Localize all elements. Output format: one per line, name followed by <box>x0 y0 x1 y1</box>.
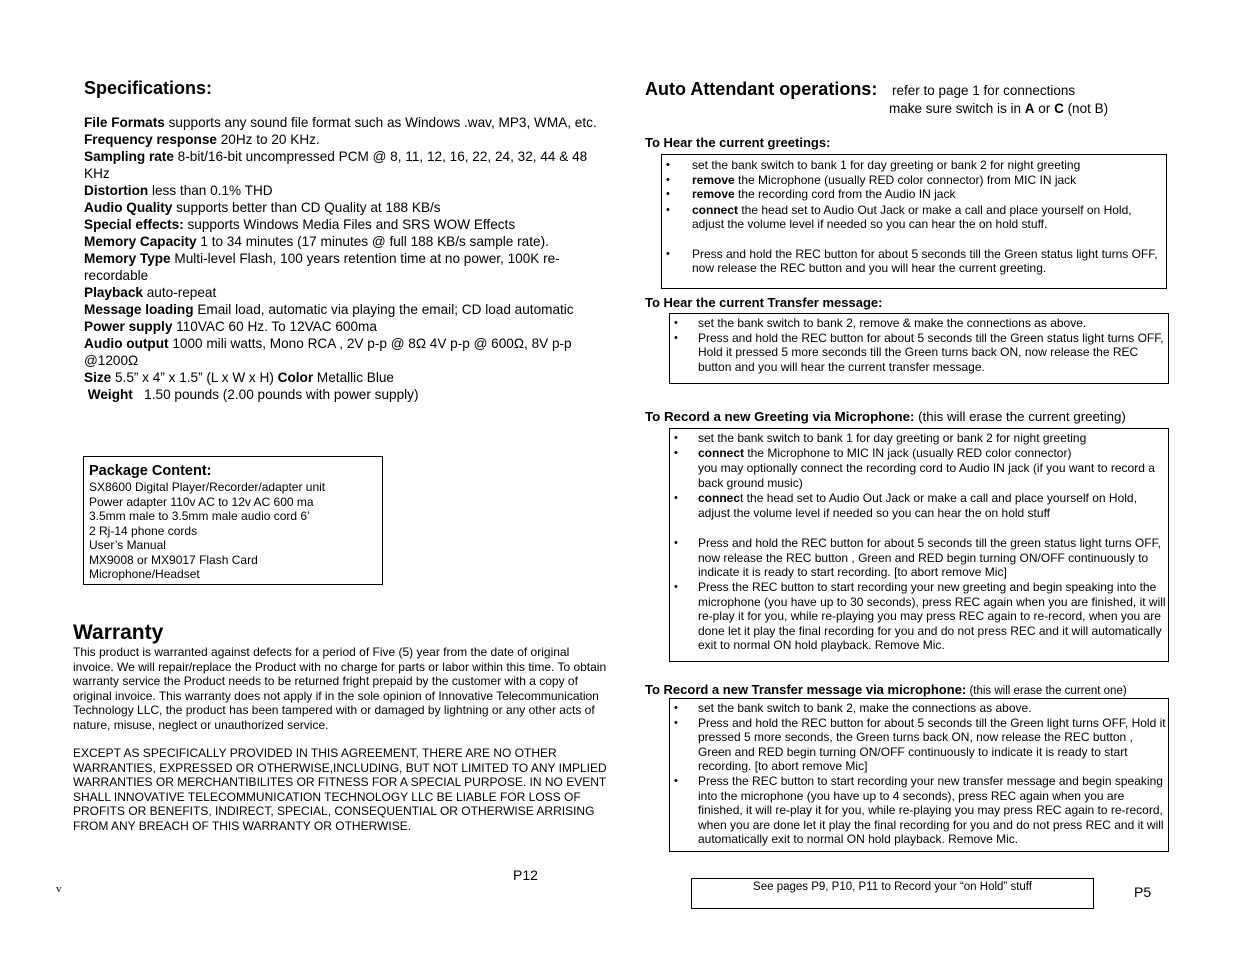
spec-item <box>84 318 599 335</box>
instruction-text: you may optionally connect the recording cord to Audio IN jack (if you want to record a back ground music) <box>698 461 1155 490</box>
spec-value: Multi-level Flash, 100 years retention time at no power, 100K re-recordable <box>84 251 560 283</box>
auto-attendant-reference: refer to page 1 for connections <box>892 83 1076 98</box>
instruction-item <box>670 316 1166 331</box>
spec-label: Special effects: <box>84 217 184 232</box>
package-content-title: Package Content: <box>89 463 212 479</box>
spec-value: 20Hz to 20 KHz. <box>216 132 320 147</box>
hear-transfer-box <box>669 313 1169 384</box>
spec-value: 8-bit/16-bit uncompressed PCM @ 8, 11, 12, 16, 22, 24, 32, 44 & 48 KHz <box>84 149 588 181</box>
record-greeting-note: (this will erase the current greeting) <box>914 409 1126 424</box>
spec-label: Color <box>277 370 314 385</box>
instruction-item <box>670 536 1166 580</box>
spec-item <box>84 301 599 318</box>
auto-attendant-title: Auto Attendant operations: <box>645 79 878 99</box>
page-number-left: P12 <box>513 867 538 883</box>
spec-label: Power supply <box>84 319 173 334</box>
record-transfer-heading <box>645 682 1127 697</box>
switch-or: or <box>1034 101 1055 116</box>
instruction-text: Press and hold the REC button for about 5 seconds till the Green status light turns OFF, now release the REC button and you will hear the current greeting. <box>692 246 1158 276</box>
instruction-item <box>662 187 1164 202</box>
spec-item <box>84 284 599 301</box>
instruction-item <box>662 173 1164 188</box>
spec-value: auto-repeat <box>142 285 217 300</box>
auto-attendant-switch-note <box>889 101 1108 116</box>
footer-note-box: See pages P9, P10, P11 to Record your “on Hold” stuff <box>691 878 1094 909</box>
spec-label: Memory Type <box>84 251 171 266</box>
record-greeting-box <box>669 428 1169 662</box>
spec-label: Size <box>84 370 112 385</box>
spec-value: 1.50 pounds (2.00 pounds with power supply) <box>132 387 419 402</box>
package-item: Power adapter 110v AC to 12v AC 600 ma <box>89 494 314 509</box>
package-content-list <box>89 480 382 582</box>
package-item: 3.5mm male to 3.5mm male audio cord 6’ <box>89 509 310 523</box>
switch-note-text: make sure switch is in <box>889 101 1025 116</box>
spec-item <box>84 216 599 233</box>
instruction-item <box>670 431 1166 446</box>
instruction-keyword: connect <box>698 445 745 460</box>
instruction-text: the recording cord from the Audio IN jack <box>734 187 956 202</box>
record-transfer-heading-text: To Record a new Transfer message via microphone: <box>645 682 967 697</box>
package-content-box <box>83 456 383 585</box>
spec-value: less than 0.1% THD <box>148 183 273 198</box>
instruction-text: the head set to Audio Out Jack or make a call and place yourself on Hold, adjust the volume level if needed so you can hear the on hold stuff. <box>692 202 1132 232</box>
switch-c: C <box>1054 101 1064 116</box>
spec-value: 5.5” x 4” x 1.5” (L x W x H) <box>111 370 278 385</box>
spec-item <box>84 148 599 182</box>
spec-label: Sampling rate <box>84 149 174 164</box>
record-transfer-note: (this will erase the current one) <box>966 685 1127 697</box>
spec-value: supports any sound file format such as Windows .wav, MP3, WMA, etc. <box>164 115 597 130</box>
record-transfer-box <box>669 698 1169 852</box>
instruction-item <box>662 203 1164 232</box>
instruction-text: Press and hold the REC button for about 5 seconds till the green status light turns OFF, now release the REC button , Green and RED begin turning ON/OFF continuously to indicate it is ready to start recording. [to abort remove Mic] <box>698 536 1161 580</box>
spec-item <box>84 114 599 131</box>
spec-value: Email load, automatic via playing the email; CD load automatic <box>193 302 574 317</box>
spec-item <box>84 233 599 250</box>
record-greeting-heading <box>645 409 1126 424</box>
spec-item <box>84 369 599 386</box>
hear-transfer-heading: To Hear the current Transfer message: <box>645 295 883 310</box>
instruction-item <box>670 491 1166 520</box>
warranty-body: This product is warranted against defects for a period of Five (5) year from the date of original invoice. We will repair/replace the Product with no charge for parts or labor within this time. To obtain warranty service the Product needs to be returned fright prepaid by the customer with a copy of original invoice. This warranty does not apply if in the sole opinion of Innovative Telecommunication Technology LLC, the product has been tampered with or damaged by lightning or any other acts of nature, misuse, neglect or unauthorized service. <box>73 645 607 732</box>
spec-label: Audio output <box>84 336 169 351</box>
hear-greetings-box <box>661 154 1167 289</box>
specifications-list <box>84 114 599 403</box>
specifications-title: Specifications: <box>84 78 213 98</box>
spec-value: 1000 mili watts, Mono RCA , 2V p-p @ 8Ω 4V p-p @ 600Ω, 8V p-p @1200Ω <box>84 336 572 368</box>
margin-mark: v <box>56 883 62 895</box>
spec-label: Playback <box>84 285 143 300</box>
instruction-text: Press the REC button to start recording your new greeting and begin speaking into the microphone (you have up to 30 seconds), press REC again when you are finished, it will re-play it for you, while re-playing you may press REC again to re-record, when you are done let it play the final recording for you and do not press REC and it will automatically exit to normal ON hold playback. Remove Mic. <box>698 579 1166 653</box>
package-item: Microphone/Headset <box>89 567 200 581</box>
instruction-text: Press and hold the REC button for about 5 seconds till the Green status light turns OFF, Hold it pressed 5 more seconds till the Green turns back ON, now release the REC button and you will hear the current transfer message. <box>698 330 1164 374</box>
instruction-keyword: remove <box>692 172 735 187</box>
package-item: MX9008 or MX9017 Flash Card <box>89 552 258 567</box>
hear-greetings-heading: To Hear the current greetings: <box>645 135 831 150</box>
spec-label: Audio Quality <box>84 200 173 215</box>
instruction-text: t the head set to Audio Out Jack or make a call and place yourself on Hold, adjust the volume level if needed so you can hear the on hold stuff <box>698 491 1137 520</box>
spec-label: Frequency response <box>84 132 217 147</box>
instruction-item <box>670 701 1166 716</box>
instruction-text: the Microphone to MIC IN jack (usually RED color connector) <box>744 445 1072 460</box>
instruction-item <box>662 247 1164 276</box>
instruction-text: the Microphone (usually RED color connector) from MIC IN jack <box>734 172 1077 187</box>
warranty-disclaimer: EXCEPT AS SPECIFICALLY PROVIDED IN THIS AGREEMENT, THERE ARE NO OTHER WARRANTIES, EXPRESSED OR OTHERWISE,INCLUDING, BUT NOT LIMITED TO ANY IMPLIED WARRANTIES OR MERCHANTIBILITES OR FITNESS FOR A SPECIAL PURPOSE. IN NO EVENT SHALL INNOVATIVE TELECOMMUNICATION TECHNOLOGY LLC BE LIABLE FOR LOSS OF PROFITS OR BENEFITS, INDIRECT, SPECIAL, CONSEQUENTIAL OR OTHERWISE ARRISING FROM ANY BREACH OF THIS WARRANTY OR OTHERWISE. <box>73 746 607 833</box>
instruction-item <box>670 774 1166 847</box>
instruction-keyword: connect <box>692 202 739 217</box>
spacer <box>662 232 1164 247</box>
spec-value: 1 to 34 minutes (17 minutes @ full 188 KB/s sample rate). <box>196 234 549 249</box>
spec-value: supports better than CD Quality at 188 KB/s <box>172 200 441 215</box>
warranty-title: Warranty <box>73 621 164 644</box>
instruction-text: set the bank switch to bank 2, make the connections as above. <box>698 701 1032 715</box>
instruction-text: set the bank switch to bank 2, remove & make the connections as above. <box>698 316 1087 330</box>
spec-value: 110VAC 60 Hz. To 12VAC 600ma <box>172 319 377 334</box>
spec-label: Message loading <box>84 302 194 317</box>
instruction-text: Press the REC button to start recording your new transfer message and begin speaking into the microphone (you have up to 4 seconds), press REC again when you are finished, it will re-play it for you, while re-playing you may press REC again to re-record, when you are done let it play the final recording for you and do not press REC and it will automatically exit to normal ON hold playback. Remove Mic. <box>698 773 1164 847</box>
spec-label: Memory Capacity <box>84 234 197 249</box>
instruction-item <box>670 446 1166 461</box>
instruction-item <box>670 716 1166 774</box>
spec-item <box>84 386 599 403</box>
instruction-item <box>670 580 1166 653</box>
instruction-text: set the bank switch to bank 1 for day greeting or bank 2 for night greeting <box>698 431 1087 445</box>
package-item: SX8600 Digital Player/Recorder/adapter unit <box>89 480 326 494</box>
instruction-keyword: connec <box>698 491 741 506</box>
spec-item <box>84 250 599 284</box>
page-number-right: P5 <box>1134 884 1152 900</box>
instruction-item <box>662 158 1164 173</box>
record-greeting-heading-text: To Record a new Greeting via Microphone: <box>645 409 915 424</box>
spec-item <box>84 199 599 216</box>
spacer <box>670 521 1166 536</box>
instruction-item <box>670 331 1166 375</box>
package-item: User’s Manual <box>89 538 166 552</box>
spec-item <box>84 335 599 369</box>
spec-value: Metallic Blue <box>313 370 394 385</box>
spec-value: supports Windows Media Files and SRS WOW Effects <box>183 217 516 232</box>
spec-item <box>84 182 599 199</box>
instruction-keyword: remove <box>692 187 735 202</box>
spec-label: File Formats <box>84 115 165 130</box>
spec-item <box>84 131 599 148</box>
spec-label: Distortion <box>84 183 149 198</box>
switch-note-end: (not B) <box>1063 101 1109 116</box>
instruction-item <box>670 461 1166 490</box>
package-item: 2 Rj-14 phone cords <box>89 523 198 538</box>
switch-a: A <box>1024 101 1035 116</box>
instruction-text: set the bank switch to bank 1 for day greeting or bank 2 for night greeting <box>692 158 1081 172</box>
spec-label: Weight <box>84 387 133 402</box>
instruction-text: Press and hold the REC button for about 5 seconds till the Green light turns OFF, Hold it pressed 5 more seconds, the Green turns back ON, now release the REC button , Green and RED begin turning ON/OFF continuously to indicate it is ready to start recording. [to abort remove Mic] <box>698 715 1166 774</box>
